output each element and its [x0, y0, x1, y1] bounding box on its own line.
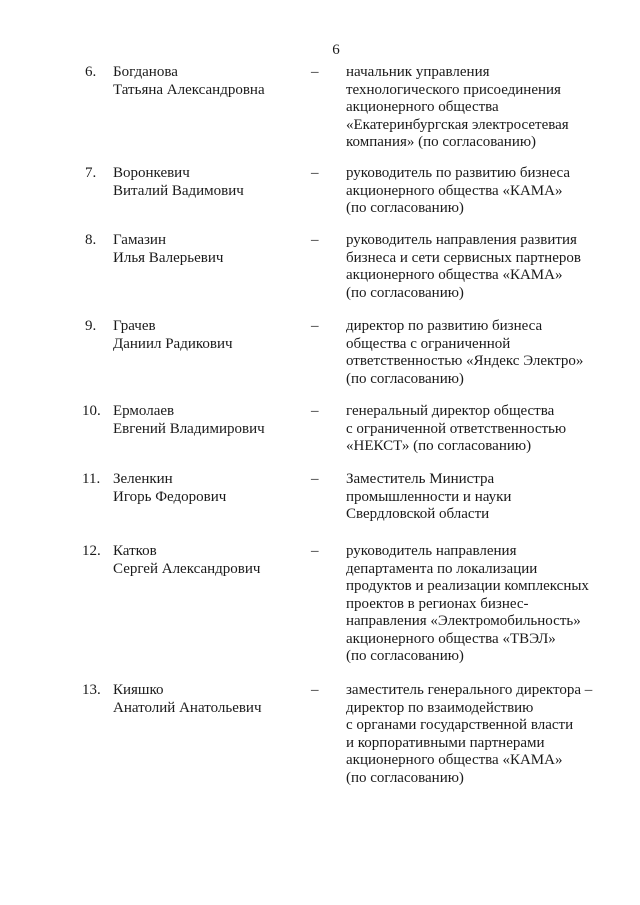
member-given-names: Виталий Вадимович	[113, 182, 244, 199]
member-given-names: Сергей Александрович	[113, 560, 261, 577]
position-line: компания» (по согласованию)	[346, 134, 537, 150]
position-line: продуктов и реализации комплексных	[346, 578, 589, 594]
page-number: 6	[332, 42, 340, 58]
dash-separator: –	[311, 232, 319, 248]
position-line: (по согласованию)	[346, 284, 464, 301]
member-position	[346, 403, 636, 456]
position-line: (по согласованию)	[346, 370, 464, 387]
position-line: «Екатеринбургская электросетевая	[346, 116, 569, 133]
position-line: промышленности и науки	[346, 488, 512, 505]
entry-number: 9.	[85, 318, 97, 334]
member-name	[113, 682, 303, 717]
member-position	[346, 543, 636, 666]
position-line: проектов в регионах бизнес-	[346, 595, 529, 612]
entry-number: 10.	[82, 403, 101, 419]
member-name	[113, 471, 303, 506]
member-surname: Воронкевич	[113, 165, 190, 181]
position-line: (по согласованию)	[346, 200, 464, 216]
member-name	[113, 318, 303, 353]
position-line: департамента по локализации	[346, 560, 538, 577]
position-line: Заместитель Министра	[346, 471, 495, 487]
position-line: направления «Электромобильность»	[346, 613, 581, 629]
member-given-names: Евгений Владимирович	[113, 420, 265, 437]
member-name	[113, 232, 303, 267]
member-surname: Богданова	[113, 64, 178, 80]
member-given-names: Илья Валерьевич	[113, 249, 224, 266]
entry-number: 6.	[85, 64, 97, 80]
position-line: директор по взаимодействию	[346, 699, 534, 716]
position-line: начальник управления	[346, 64, 490, 80]
position-line: с ограниченной ответственностью	[346, 420, 567, 437]
dash-separator: –	[311, 165, 319, 181]
member-position	[346, 64, 636, 152]
member-position	[346, 232, 636, 302]
position-line: акционерного общества «КАМА»	[346, 752, 563, 768]
entry-number: 7.	[85, 165, 97, 181]
member-position	[346, 318, 636, 388]
position-line: и корпоративными партнерами	[346, 734, 545, 751]
dash-separator: –	[311, 543, 319, 559]
dash-separator: –	[311, 318, 319, 334]
position-line: генеральный директор общества	[346, 403, 555, 419]
entry-number: 8.	[85, 232, 97, 248]
member-surname: Кияшко	[113, 682, 164, 698]
position-line: бизнеса и сети сервисных партнеров	[346, 249, 581, 266]
position-line: технологического присоединения	[346, 81, 561, 98]
dash-separator: –	[311, 471, 319, 487]
position-line: руководитель направления	[346, 543, 517, 559]
dash-separator: –	[311, 64, 319, 80]
position-line: акционерного общества «ТВЭЛ»	[346, 630, 556, 647]
position-line: акционерного общества	[346, 99, 499, 115]
position-line: «НЕКСТ» (по согласованию)	[346, 438, 532, 454]
position-line: с органами государственной власти	[346, 717, 574, 733]
dash-separator: –	[311, 682, 319, 698]
member-name	[113, 543, 303, 578]
position-line: директор по развитию бизнеса	[346, 318, 543, 334]
member-name	[113, 403, 303, 438]
entry-number: 11.	[82, 471, 101, 487]
position-line: общества с ограниченной	[346, 335, 511, 352]
position-line: руководитель направления развития	[346, 232, 577, 248]
member-name	[113, 165, 303, 200]
member-given-names: Даниил Радикович	[113, 335, 233, 352]
member-surname: Гамазин	[113, 232, 166, 248]
member-name	[113, 64, 303, 99]
position-line: ответственностью «Яндекс Электро»	[346, 353, 584, 369]
member-surname: Ермолаев	[113, 403, 175, 419]
member-given-names: Анатолий Анатольевич	[113, 699, 262, 716]
position-line: акционерного общества «КАМА»	[346, 267, 563, 283]
member-position	[346, 682, 636, 787]
position-line: заместитель генерального директора –	[346, 682, 593, 698]
member-given-names: Татьяна Александровна	[113, 81, 265, 98]
member-surname: Грачев	[113, 318, 156, 334]
member-position	[346, 471, 636, 524]
member-position	[346, 165, 636, 218]
entry-number: 12.	[82, 543, 101, 559]
position-line: руководитель по развитию бизнеса	[346, 165, 570, 181]
member-given-names: Игорь Федорович	[113, 488, 227, 505]
dash-separator: –	[311, 403, 319, 419]
position-line: (по согласованию)	[346, 769, 464, 786]
position-line: (по согласованию)	[346, 648, 464, 664]
entry-number: 13.	[82, 682, 101, 698]
member-surname: Зеленкин	[113, 471, 173, 487]
position-line: акционерного общества «КАМА»	[346, 182, 563, 199]
position-line: Свердловской области	[346, 506, 490, 522]
member-surname: Катков	[113, 543, 157, 559]
